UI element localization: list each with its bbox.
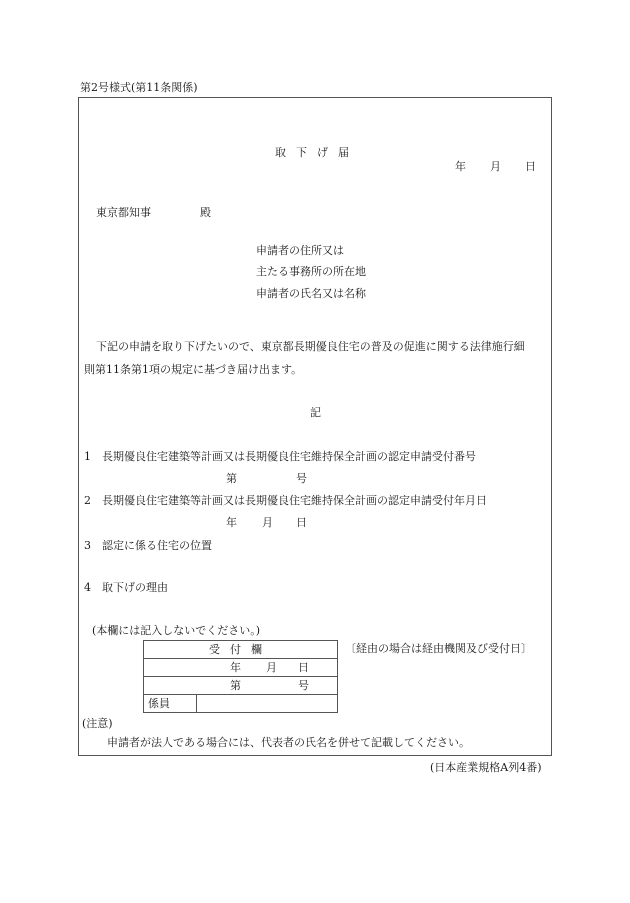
body-line: 則第11条第1項の規定に基づき届け出ます。	[84, 363, 303, 376]
reception-month: 月	[266, 661, 277, 674]
item-number: 3	[84, 539, 91, 552]
item-text: 長期優良住宅建築等計画又は長期優良住宅維持保全計画の認定申請受付年月日	[102, 494, 487, 507]
applicant-line: 主たる事務所の所在地	[256, 265, 366, 278]
notes-label: (注意)	[82, 717, 113, 730]
item-text: 認定に係る住宅の位置	[102, 539, 212, 552]
document-title: 取下げ届	[275, 146, 359, 159]
reception-table	[143, 640, 338, 713]
body-line: 下記の申請を取り下げたいので、東京都長期優良住宅の普及の促進に関する法律施行細	[96, 340, 525, 353]
form-label: 第2号様式(第11条関係)	[80, 81, 198, 94]
ki-heading: 記	[310, 406, 321, 419]
reception-number-cell	[144, 677, 338, 695]
paper-size-note: (日本産業規格A列4番)	[430, 761, 542, 774]
addressee-name: 東京都知事	[96, 206, 151, 219]
item1-dai: 第	[226, 472, 237, 485]
clerk-signature-cell	[197, 695, 338, 713]
applicant-line: 申請者の住所又は	[256, 244, 344, 257]
reception-header: 受付欄	[209, 643, 272, 656]
office-use-note: (本欄には記入しないでください。)	[92, 624, 261, 637]
via-note: 〔経由の場合は経由機関及び受付日〕	[345, 642, 532, 655]
item-text: 長期優良住宅建築等計画又は長期優良住宅維持保全計画の認定申請受付番号	[102, 450, 476, 463]
notes-text: 申請者が法人である場合には、代表者の氏名を併せて記載してください。	[107, 736, 470, 749]
reception-header-cell	[144, 641, 338, 659]
reception-date-cell	[144, 659, 338, 677]
reception-dai: 第	[230, 679, 241, 692]
item-number: 1	[84, 450, 91, 463]
item-number: 4	[84, 581, 91, 594]
item2-day: 日	[296, 516, 307, 529]
reception-go: 号	[298, 679, 309, 692]
clerk-label-cell	[144, 695, 197, 713]
item2-year: 年	[226, 516, 237, 529]
addressee-honorific: 殿	[200, 206, 211, 219]
reception-year: 年	[230, 661, 241, 674]
date-day: 日	[525, 160, 536, 173]
reception-day: 日	[298, 661, 309, 674]
item-number: 2	[84, 494, 91, 507]
item2-month: 月	[262, 516, 273, 529]
item-text: 取下げの理由	[102, 581, 168, 594]
date-month: 月	[490, 160, 501, 173]
clerk-label: 係員	[148, 697, 170, 710]
item1-go: 号	[296, 472, 307, 485]
date-year: 年	[455, 160, 466, 173]
applicant-line: 申請者の氏名又は名称	[256, 287, 366, 300]
